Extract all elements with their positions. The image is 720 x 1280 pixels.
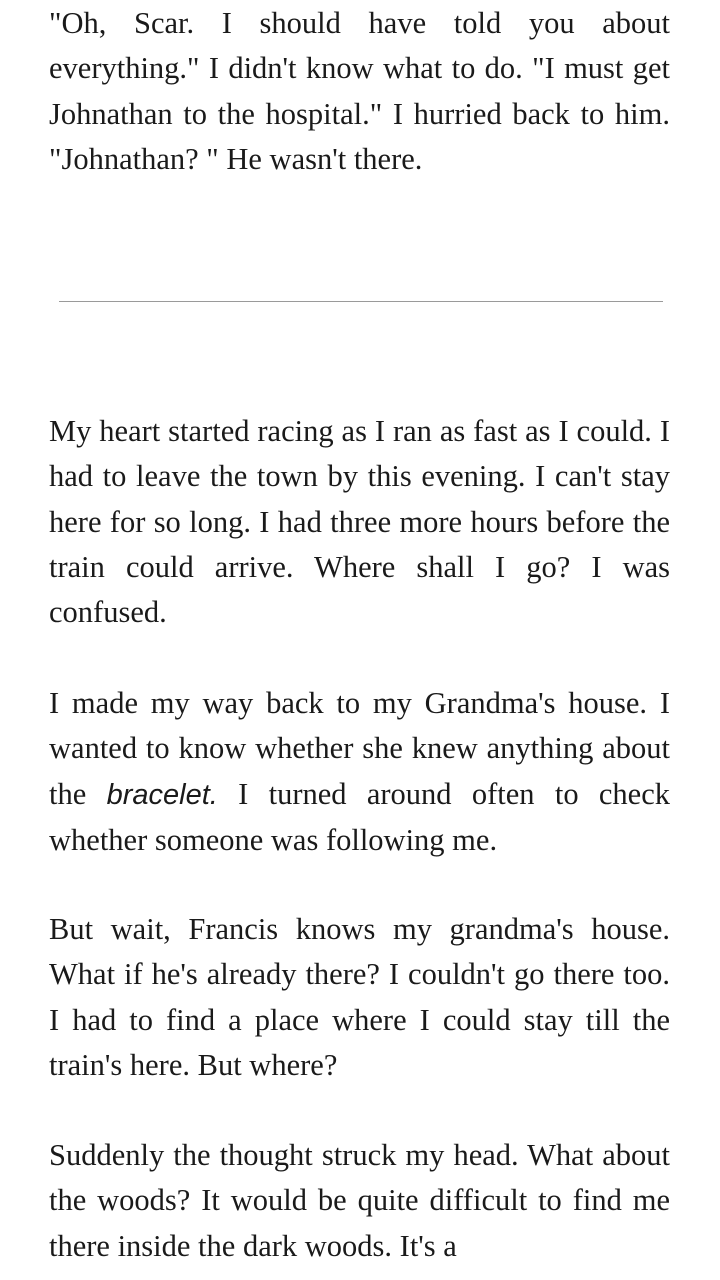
paragraph [49,681,670,863]
emphasized-word: bracelet. [106,778,218,811]
paragraph: But wait, Francis knows my grandma's house. What if he's already there? I couldn't go there too. I had to find a place where I could stay till the train's here. But where? [49,912,670,1082]
section-divider [59,301,663,302]
paragraph-text: I turned around often to check whether someone was following me. [49,776,671,857]
paragraph: My heart started racing as I ran as fast as I could. I had to leave the town by this evening. I can't stay here for so long. I had three more hours before the train could arrive. Where shall I go? I was confused. [49,414,670,630]
paragraph: "Oh, Scar. I should have told you about everything." I didn't know what to do. "I must get Johnathan to the hospital." I hurried back to him. "Johnathan? " He wasn't there. [49,6,670,176]
paragraph-text: I made my way back to my Grandma's house. I wanted to know whether she knew anything about the [49,686,670,811]
paragraph: Suddenly the thought struck my head. What about the woods? It would be quite difficult to find me there inside the dark woods. It's a [49,1138,670,1263]
